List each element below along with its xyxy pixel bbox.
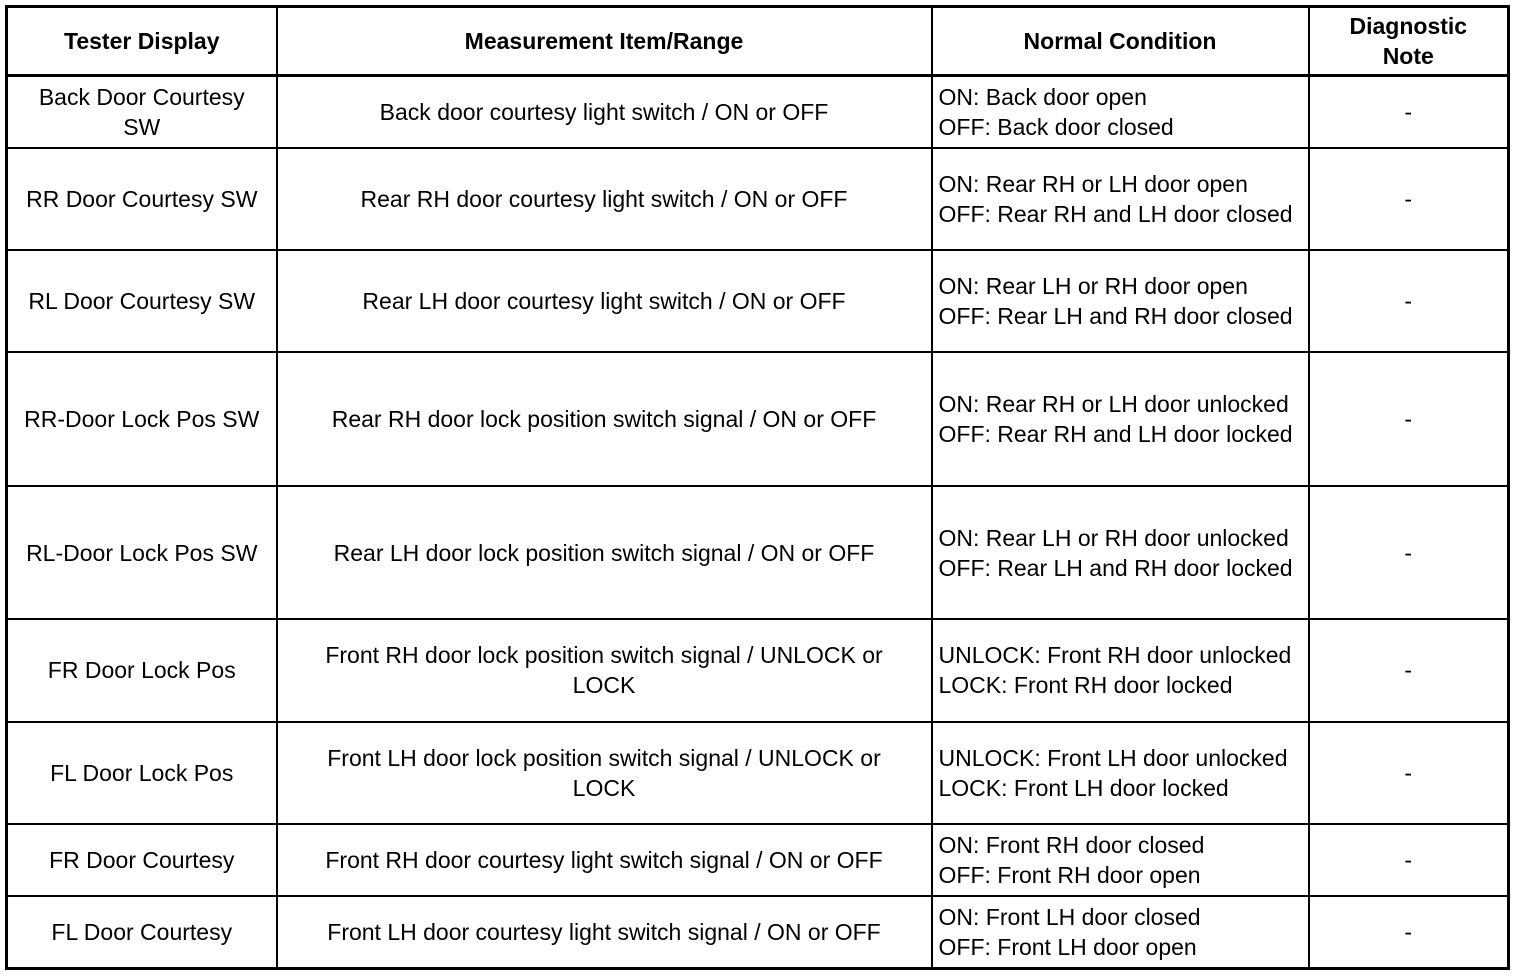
tester-display-cell: RR-Door Lock Pos SW [7,352,277,485]
normal-condition-line: UNLOCK: Front RH door unlocked [938,642,1292,669]
measurement-cell: Front RH door lock position switch signal / UNLOCK or LOCK [277,619,932,721]
normal-condition-cell [932,619,1309,721]
measurement-cell: Rear RH door courtesy light switch / ON or OFF [277,148,932,250]
tester-display-cell: FR Door Lock Pos [7,619,277,721]
normal-condition-cell [932,250,1309,352]
tester-display-cell: FR Door Courtesy [7,824,277,896]
normal-condition-line: ON: Rear RH or LH door unlocked [938,391,1289,418]
diagnostic-note-cell: - [1309,619,1509,721]
diagnostic-note-cell: - [1309,896,1509,968]
normal-condition-line: OFF: Front RH door open [938,862,1201,889]
normal-condition-cell [932,148,1309,250]
diagnostic-note-cell: - [1309,352,1509,485]
measurement-cell: Rear RH door lock position switch signal / ON or OFF [277,352,932,485]
header-diagnostic-note: Diagnostic Note [1309,7,1509,76]
normal-condition-line: OFF: Rear LH and RH door locked [938,554,1293,581]
measurement-cell: Front RH door courtesy light switch signal / ON or OFF [277,824,932,896]
normal-condition-line: OFF: Rear RH and LH door closed [938,200,1293,227]
table-row [7,352,1509,485]
normal-condition-line: ON: Rear RH or LH door open [938,170,1248,197]
table-row [7,76,1509,148]
normal-condition-cell [932,486,1309,619]
normal-condition-cell [932,352,1309,485]
diagnostic-note-cell: - [1309,722,1509,824]
tester-display-cell: RL-Door Lock Pos SW [7,486,277,619]
tester-display-cell: RL Door Courtesy SW [7,250,277,352]
table-row [7,486,1509,619]
diagnostic-note-cell: - [1309,148,1509,250]
normal-condition-line: ON: Back door open [938,83,1147,110]
diagnostic-note-cell: - [1309,250,1509,352]
normal-condition-line: OFF: Front LH door open [938,934,1197,961]
normal-condition-line: ON: Front RH door closed [938,832,1205,859]
normal-condition-line: ON: Front LH door closed [938,904,1201,931]
diagnostic-note-cell: - [1309,824,1509,896]
diagnostic-note-cell: - [1309,486,1509,619]
normal-condition-line: OFF: Rear RH and LH door locked [938,421,1293,448]
normal-condition-line: LOCK: Front RH door locked [938,672,1233,699]
normal-condition-line: UNLOCK: Front LH door unlocked [938,744,1288,771]
header-normal-condition: Normal Condition [932,7,1309,76]
normal-condition-line: ON: Rear LH or RH door unlocked [938,524,1289,551]
normal-condition-cell [932,824,1309,896]
table-row [7,896,1509,968]
header-measurement: Measurement Item/Range [277,7,932,76]
table-row [7,619,1509,721]
measurement-cell: Rear LH door lock position switch signal / ON or OFF [277,486,932,619]
normal-condition-cell [932,896,1309,968]
header-row [7,7,1509,76]
normal-condition-cell [932,76,1309,148]
normal-condition-line: OFF: Back door closed [938,113,1174,140]
measurement-cell: Front LH door courtesy light switch signal / ON or OFF [277,896,932,968]
table-row [7,722,1509,824]
normal-condition-line: LOCK: Front LH door locked [938,774,1229,801]
normal-condition-line: OFF: Rear LH and RH door closed [938,303,1293,330]
tester-display-cell: FL Door Lock Pos [7,722,277,824]
normal-condition-line: ON: Rear LH or RH door open [938,273,1248,300]
table-row [7,824,1509,896]
tester-display-cell: FL Door Courtesy [7,896,277,968]
normal-condition-cell [932,722,1309,824]
measurement-cell: Rear LH door courtesy light switch / ON or OFF [277,250,932,352]
table-row [7,148,1509,250]
header-tester-display: Tester Display [7,7,277,76]
data-list-table [5,5,1510,970]
table-row [7,250,1509,352]
diagnostic-note-cell: - [1309,76,1509,148]
measurement-cell: Front LH door lock position switch signal / UNLOCK or LOCK [277,722,932,824]
tester-display-cell: RR Door Courtesy SW [7,148,277,250]
tester-display-cell: Back Door Courtesy SW [7,76,277,148]
measurement-cell: Back door courtesy light switch / ON or OFF [277,76,932,148]
